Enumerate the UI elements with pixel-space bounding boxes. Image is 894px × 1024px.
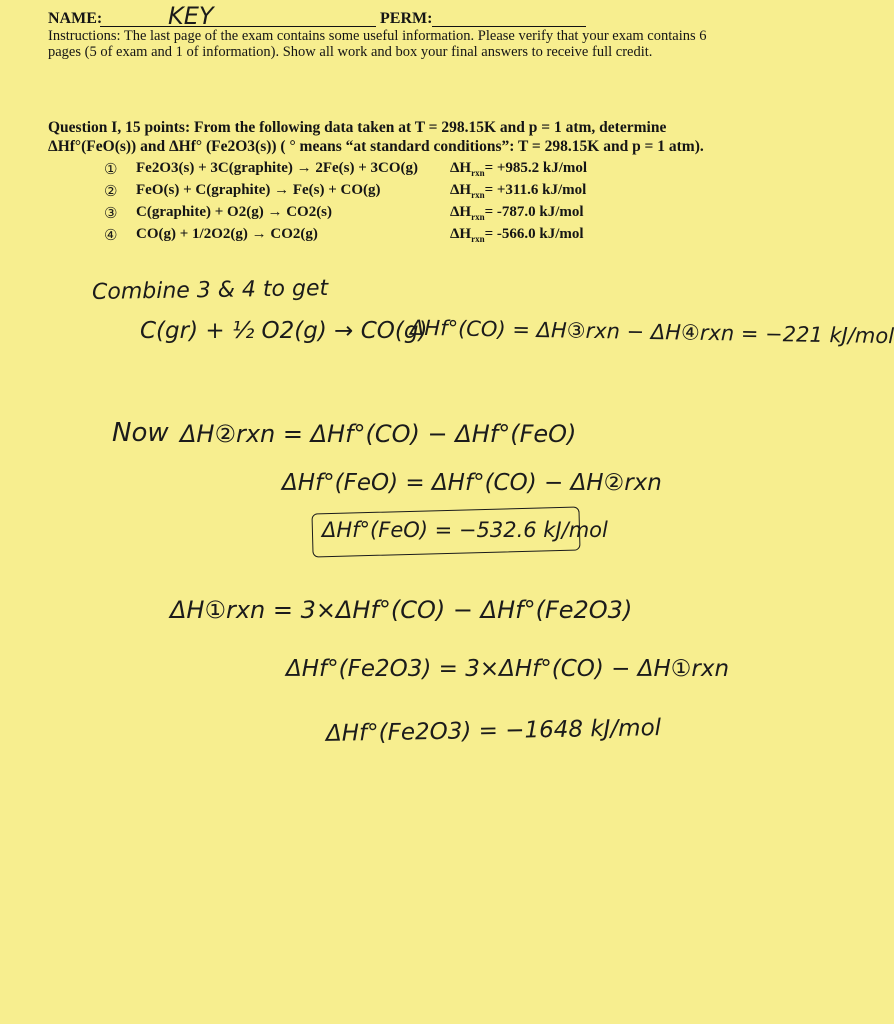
hw-combine-note: Combine 3 & 4 to get <box>91 275 329 306</box>
hw-co-reaction: C(gr) + ½ O2(g) → CO(g) <box>140 318 428 344</box>
question-prompt <box>48 118 738 156</box>
question-line-1: Question I, 15 points: From the following data taken at T = 298.15K and p = 1 atm, determine <box>48 119 667 136</box>
reaction-3-enthalpy: $\Delta H_{rxn}= -787.0$ kJ/mol <box>450 204 584 222</box>
reaction-2-marker: ② <box>104 182 118 200</box>
hw-feo-answer: ΔHf°(FeO) = −532.6 kJ/mol <box>322 518 608 542</box>
question-line-2: ΔHf°(FeO(s)) and ΔHf° (Fe2O3(s)) ( ° means “at standard conditions”: T = 298.15K and p = 1 atm). <box>48 138 704 155</box>
reaction-3-marker: ③ <box>104 204 118 222</box>
reaction-4-enthalpy: $\Delta H_{rxn}= -566.0$ kJ/mol <box>450 226 584 244</box>
name-label: NAME: <box>48 10 103 27</box>
reaction-1-marker: ① <box>104 160 118 178</box>
reaction-1-enthalpy: $\Delta H_{rxn}= +985.2$ kJ/mol <box>450 160 588 178</box>
hw-feo-eq2: ΔHf°(FeO) = ΔHf°(CO) − ΔH②rxn <box>282 470 662 496</box>
hw-fe2o3-eq2: ΔHf°(Fe2O3) = 3×ΔHf°(CO) − ΔH①rxn <box>286 656 730 682</box>
hw-fe2o3-eq1: ΔH①rxn = 3×ΔHf°(CO) − ΔHf°(Fe2O3) <box>170 596 633 624</box>
hw-fe2o3-answer: ΔHf°(Fe2O3) = −1648 kJ/mol <box>325 715 662 747</box>
reaction-4-marker: ④ <box>104 226 118 244</box>
perm-underline <box>432 26 586 27</box>
hw-co-enthalpy: ΔHf°(CO) = ΔH③rxn − ΔH④rxn = −221 kJ/mol <box>409 315 894 349</box>
reaction-4-equation: CO(g) + 1/2O2(g) → CO2(g) <box>136 226 318 242</box>
instructions: Instructions: The last page of the exam contains some useful information. Please verify that your exam contains 6 pages (5 of exam and 1 of information). Show all work and box your final answers to receive full credit. <box>48 28 707 60</box>
reaction-3-equation: C(graphite) + O2(g) → CO2(s) <box>136 204 333 220</box>
reaction-2-equation: FeO(s) + C(graphite) → Fe(s) + CO(g) <box>136 182 381 198</box>
reaction-2-enthalpy: $\Delta H_{rxn}= +311.6$ kJ/mol <box>450 182 587 200</box>
perm-label: PERM: <box>380 10 433 27</box>
hw-now: Now <box>112 418 169 448</box>
hw-feo-eq1: ΔH②rxn = ΔHf°(CO) − ΔHf°(FeO) <box>180 420 577 448</box>
reaction-1-equation: Fe2O3(s) + 3C(graphite) → 2Fe(s) + 3CO(g) <box>136 160 419 176</box>
name-underline <box>100 26 376 27</box>
name-handwritten: KEY <box>168 2 214 30</box>
